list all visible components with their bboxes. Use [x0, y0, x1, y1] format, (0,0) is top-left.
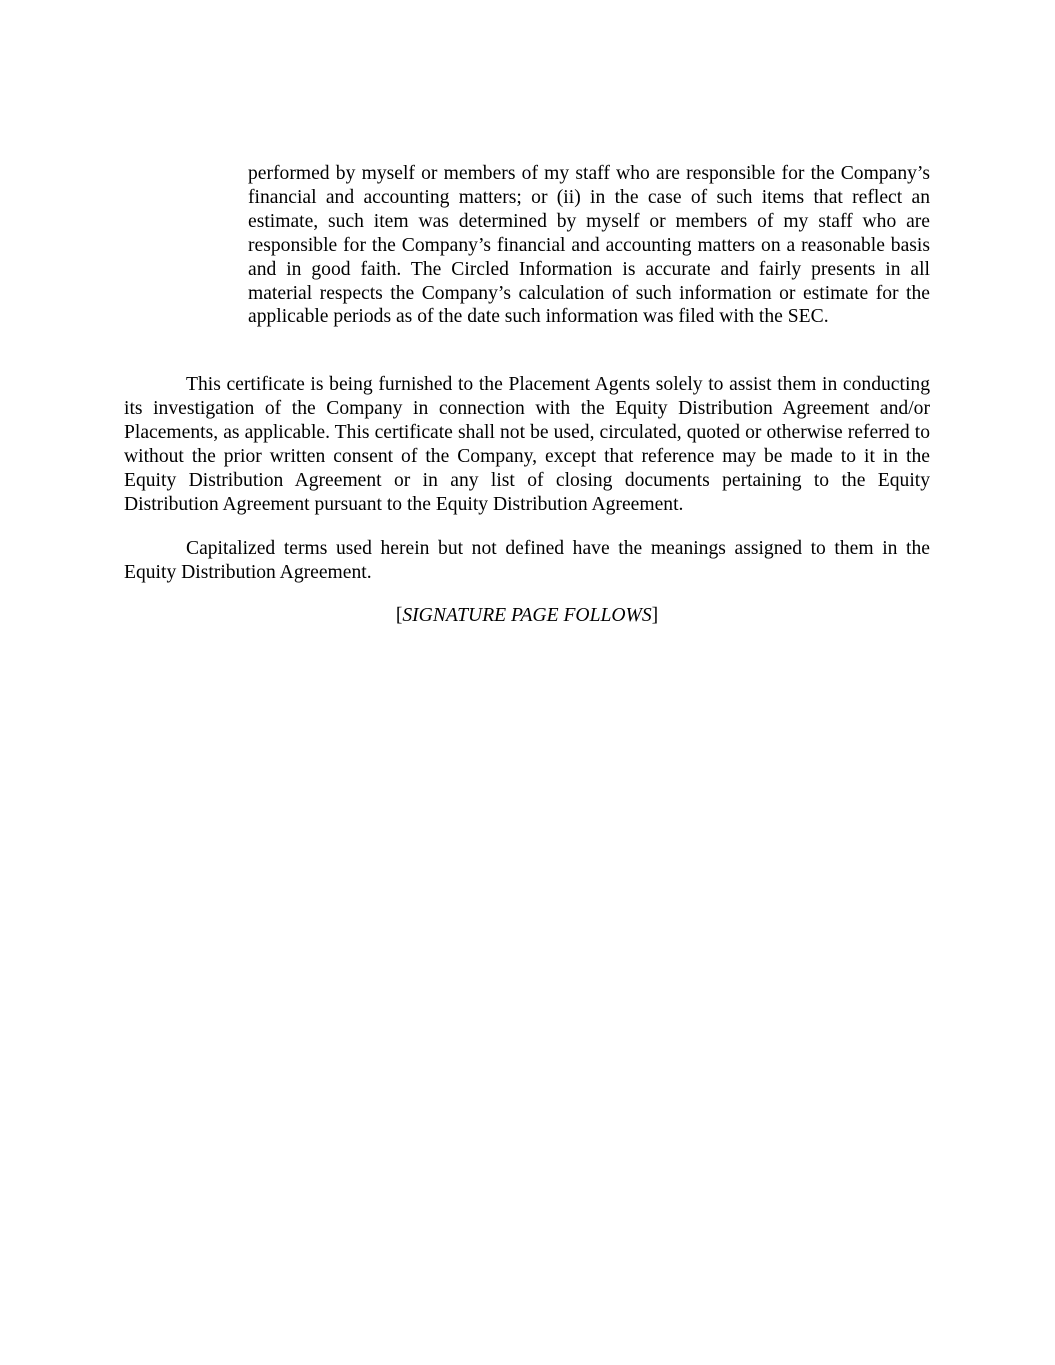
signature-note-close-bracket: ] [651, 605, 659, 626]
signature-page-note [124, 604, 930, 628]
signature-note-text: SIGNATURE PAGE FOLLOWS [402, 605, 652, 626]
continued-item-paragraph: performed by myself or members of my staff who are responsible for the Company’s financial and accounting matters; or (ii) in the case of such items that reflect an estimate, such item was determined by myself or members of my staff who are responsible for the Company’s financial and accounting matters on a reasonable basis and in good faith. The Circled Information is accurate and fairly presents in all material respects the Company’s calculation of such information or estimate for the applicable periods as of the date such information was filed with the SEC. [248, 163, 930, 328]
signature-note-open-bracket: [ [395, 605, 403, 626]
purpose-paragraph: This certificate is being furnished to the Placement Agents solely to assist them in conducting its investigation of the Company in connection with the Equity Distribution Agreement and/or Placements, as applicable. This certificate shall not be used, circulated, quoted or otherwise referred to without the prior written consent of the Company, except that reference may be made to it in the Equity Distribution Agreement or in any list of closing documents pertaining to the Equity Distribution Agreement pursuant to the Equity Distribution Agreement. [124, 374, 930, 515]
definitions-paragraph: Capitalized terms used herein but not defined have the meanings assigned to them in the Equity Distribution Agreement. [124, 538, 930, 583]
